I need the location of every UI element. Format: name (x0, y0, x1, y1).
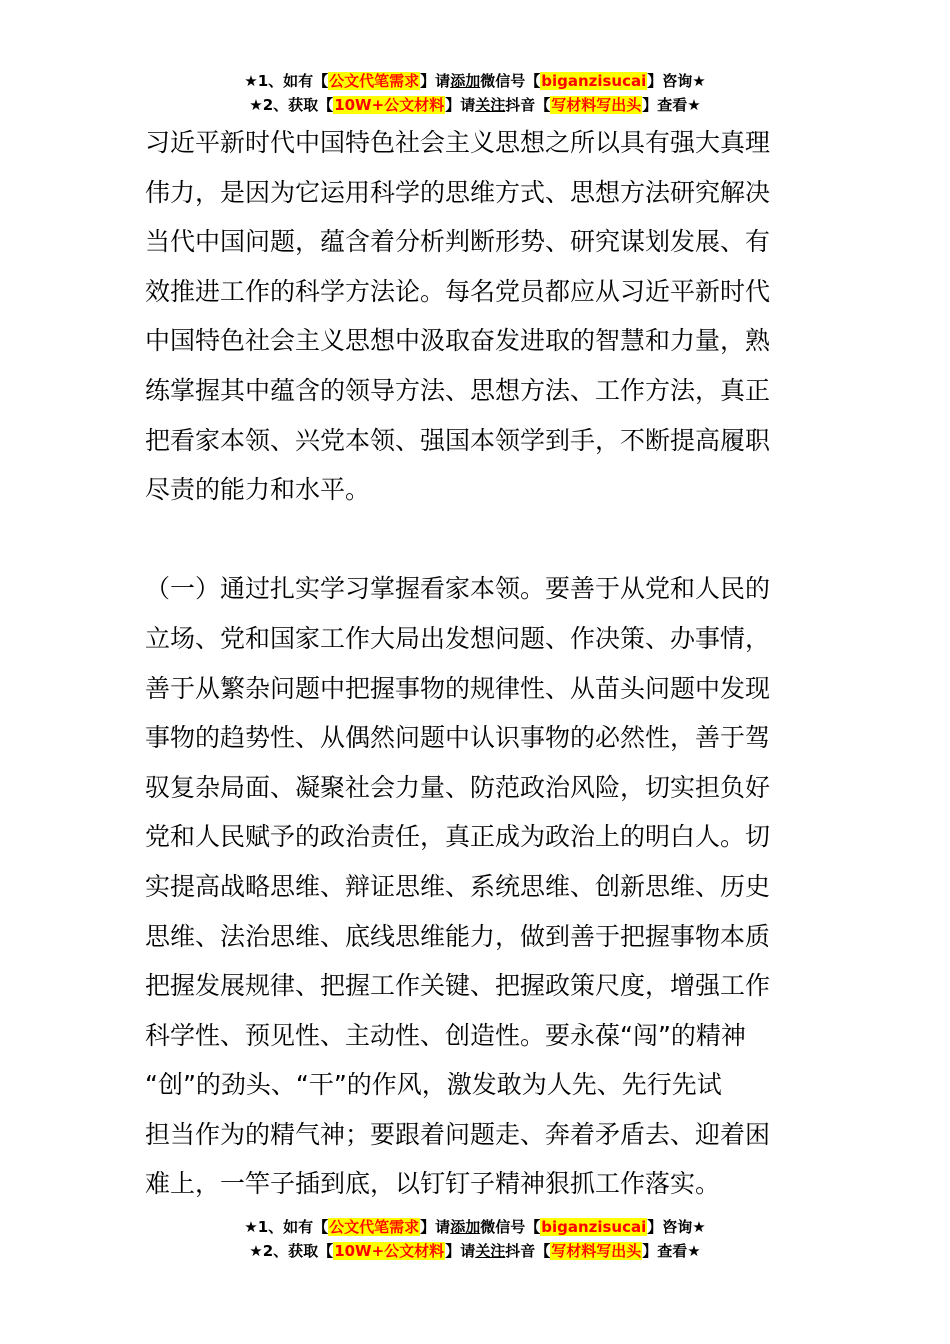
paragraph-spacer (145, 515, 817, 565)
document-body (145, 118, 817, 1209)
text-line: 科学性、预见性、主动性、创造性。要永葆“闯”的精神 (145, 1020, 746, 1050)
banner-line-1 (0, 70, 950, 94)
text-line: 党和人民赋予的政治责任，真正成为政治上的明白人。切 (145, 822, 771, 852)
text-line: 思维、法治思维、底线思维能力，做到善于把握事物本质 (145, 921, 771, 951)
banner-text: ★2、获取【 (249, 96, 334, 114)
banner-underlined-text: 添加 (450, 72, 481, 90)
paragraph-section-1 (145, 564, 817, 1209)
text-line: 难上，一竿子插到底，以钉钉子精神狠抓工作落实。 (145, 1169, 721, 1199)
paragraph-intro (145, 118, 817, 515)
banner-text: 微信号【 (480, 72, 541, 90)
text-line: 担当作为的精气神；要跟着问题走、奔着矛盾去、迎着困 (145, 1119, 771, 1149)
text-line: 立场、党和国家工作大局出发想问题、作决策、办事情， (145, 623, 771, 653)
text-line: 驭复杂局面、凝聚社会力量、防范政治风险，切实担负好 (145, 772, 771, 802)
text-line: 事物的趋势性、从偶然问题中认识事物的必然性，善于驾 (145, 723, 771, 753)
text-line: “创”的劲头、“干”的作风，激发敢为人先、先行先试 (145, 1070, 722, 1100)
footer-banner (0, 1216, 950, 1264)
banner-highlight-service: 公文代笔需求 (329, 1218, 420, 1236)
text-line: 当代中国问题，蕴含着分析判断形势、研究谋划发展、有 (145, 227, 771, 257)
banner-highlight-service: 公文代笔需求 (329, 72, 420, 90)
banner-line-1 (0, 1216, 950, 1240)
text-line: （一）通过扎实学习掌握看家本领。要善于从党和人民的 (145, 574, 771, 604)
banner-text: 】请 (445, 1242, 476, 1260)
banner-highlight-materials: 10W+公文材料 (334, 1242, 445, 1260)
banner-text: 】查看★ (642, 1242, 701, 1260)
text-line: 善于从繁杂问题中把握事物的规律性、从苗头问题中发现 (145, 673, 771, 703)
banner-text: 】咨询★ (647, 72, 706, 90)
banner-highlight-wechat-id: biganzisucai (541, 1218, 647, 1236)
text-line: 尽责的能力和水平。 (145, 475, 371, 505)
banner-text: 微信号【 (480, 1218, 541, 1236)
text-line: 伟力，是因为它运用科学的思维方式、思想方法研究解决 (145, 177, 771, 207)
text-line: 实提高战略思维、辩证思维、系统思维、创新思维、历史 (145, 871, 771, 901)
text-line: 把握发展规律、把握工作关键、把握政策尺度，增强工作 (145, 971, 771, 1001)
banner-text: 抖音【 (505, 1242, 551, 1260)
banner-text: 】请 (420, 1218, 451, 1236)
banner-underlined-text: 添加 (450, 1218, 481, 1236)
banner-line-2 (0, 94, 950, 118)
banner-line-2 (0, 1240, 950, 1264)
banner-highlight-douyin: 写材料写出头 (551, 96, 642, 114)
text-line: 练掌握其中蕴含的领导方法、思想方法、工作方法，真正 (145, 375, 771, 405)
text-line: 把看家本领、兴党本领、强国本领学到手，不断提高履职 (145, 425, 771, 455)
banner-text: ★1、如有【 (244, 72, 329, 90)
banner-highlight-douyin: 写材料写出头 (551, 1242, 642, 1260)
banner-highlight-materials: 10W+公文材料 (334, 96, 445, 114)
banner-text: 】咨询★ (647, 1218, 706, 1236)
banner-text: 抖音【 (505, 96, 551, 114)
banner-text: 】请 (420, 72, 451, 90)
banner-text: 】请 (445, 96, 476, 114)
banner-highlight-wechat-id: biganzisucai (541, 72, 647, 90)
banner-text: 】查看★ (642, 96, 701, 114)
text-line: 效推进工作的科学方法论。每名党员都应从习近平新时代 (145, 276, 771, 306)
banner-underlined-text: 关注 (475, 1242, 506, 1260)
banner-text: ★2、获取【 (249, 1242, 334, 1260)
text-line: 习近平新时代中国特色社会主义思想之所以具有强大真理 (145, 128, 771, 157)
banner-underlined-text: 关注 (475, 96, 506, 114)
text-line: 中国特色社会主义思想中汲取奋发进取的智慧和力量，熟 (145, 326, 771, 356)
header-banner (0, 70, 950, 118)
banner-text: ★1、如有【 (244, 1218, 329, 1236)
